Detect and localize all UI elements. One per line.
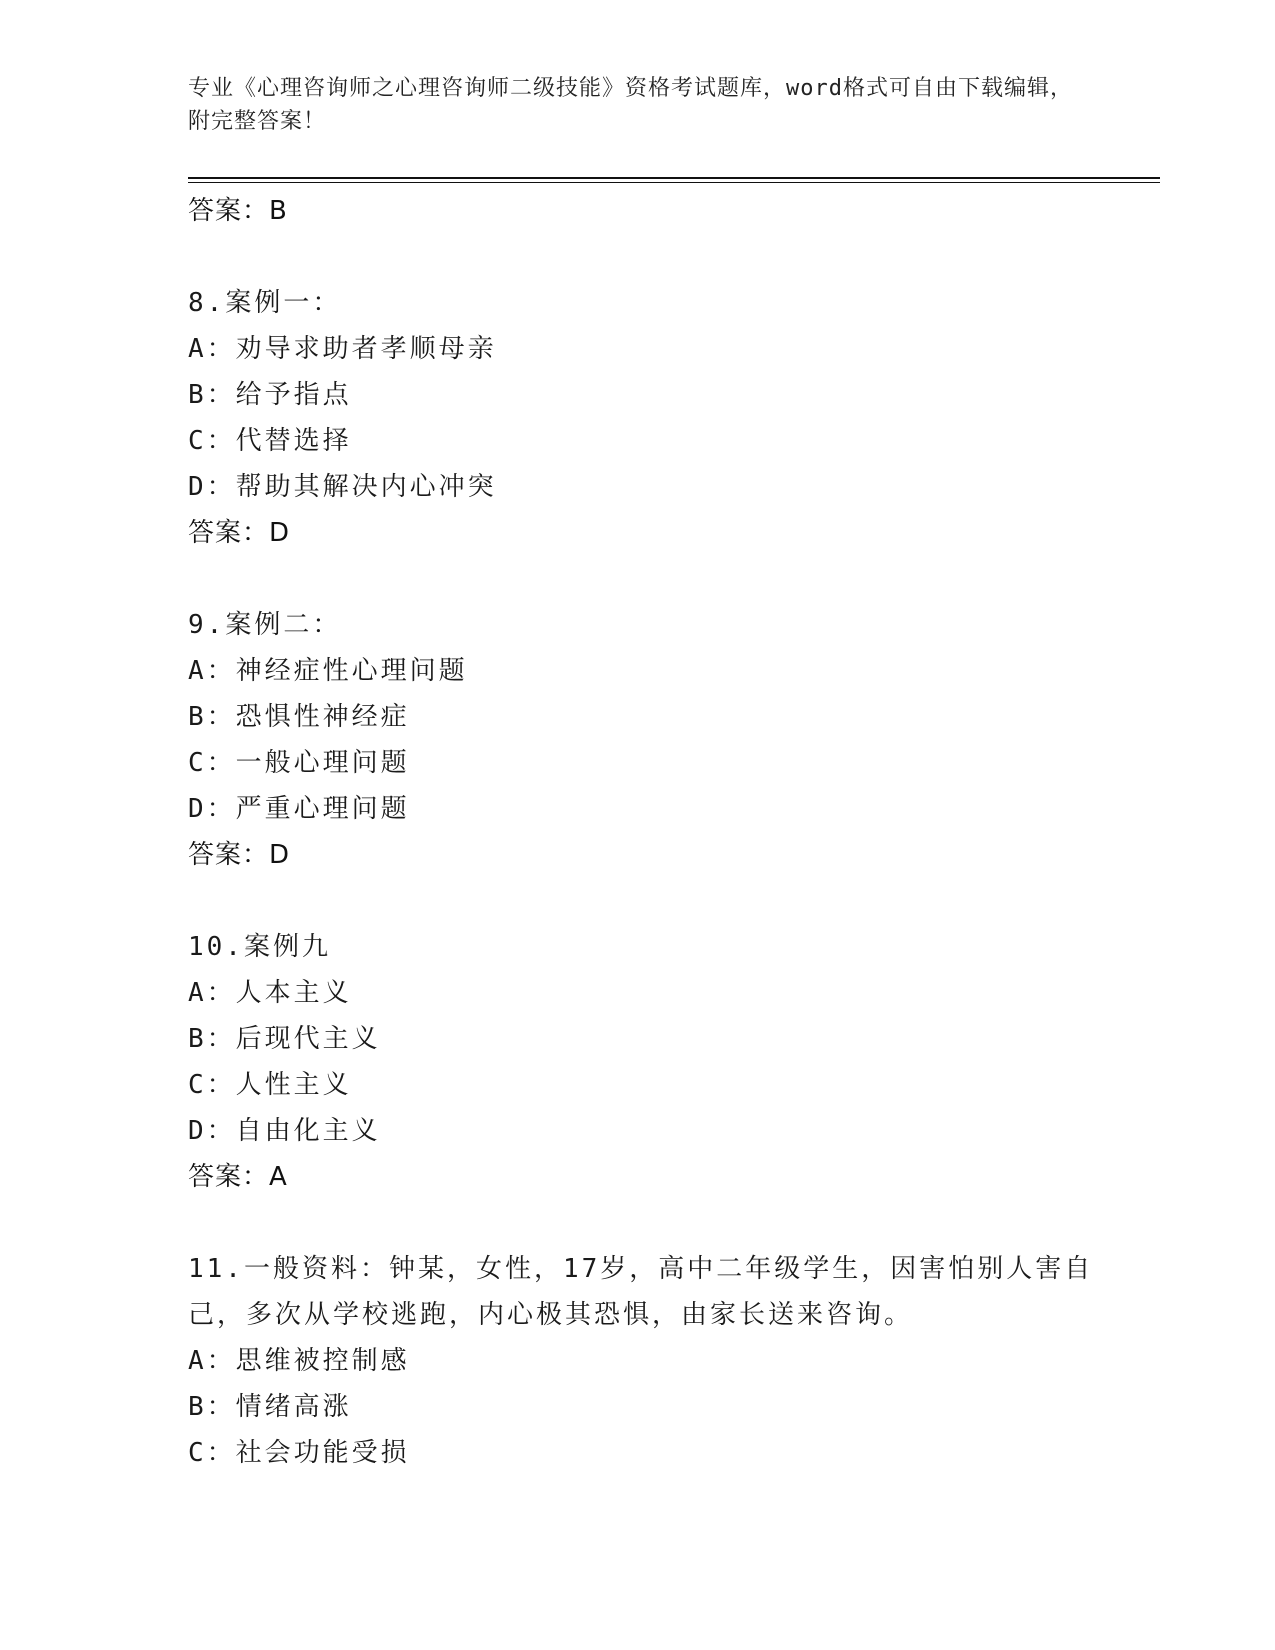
spacer — [188, 878, 1128, 924]
option-text: 恐惧性神经症 — [235, 702, 410, 732]
option-label: B： — [188, 380, 236, 410]
option-b — [188, 1016, 1128, 1062]
option-label: A： — [188, 1346, 236, 1376]
option-a — [188, 970, 1128, 1016]
option-label: C： — [188, 1438, 236, 1468]
option-text: 自由化主义 — [235, 1116, 381, 1146]
question-text: 一般资料：钟某，女性，17岁，高中二年级学生，因害怕别人害自己，多次从学校逃跑，内心极其恐惧，由家长送来咨询。 — [188, 1254, 1094, 1330]
option-text: 严重心理问题 — [235, 794, 410, 824]
header-divider-thick — [188, 177, 1160, 179]
spacer — [188, 1200, 1128, 1246]
question-number: 9. — [188, 610, 226, 640]
option-a — [188, 1338, 1128, 1384]
option-text: 人性主义 — [235, 1070, 352, 1100]
option-text: 后现代主义 — [235, 1024, 381, 1054]
option-c — [188, 1062, 1128, 1108]
option-text: 给予指点 — [235, 380, 352, 410]
option-c — [188, 418, 1128, 464]
question-number: 8. — [188, 288, 226, 318]
question-number: 10. — [188, 932, 244, 962]
option-a — [188, 648, 1128, 694]
question-stem — [188, 924, 1128, 970]
option-c — [188, 1430, 1128, 1476]
spacer — [188, 556, 1128, 602]
option-text: 思维被控制感 — [235, 1346, 410, 1376]
option-b — [188, 372, 1128, 418]
header-intro-text: 专业《心理咨询师之心理咨询师二级技能》资格考试题库，word格式可自由下载编辑，附完整答案！ — [188, 76, 1073, 134]
document-header — [188, 72, 1088, 138]
option-b — [188, 1384, 1128, 1430]
question-text: 案例一： — [225, 288, 342, 318]
option-label: A： — [188, 978, 236, 1008]
option-text: 劝导求助者孝顺母亲 — [235, 334, 497, 364]
answer-value: B — [269, 196, 288, 226]
option-c — [188, 740, 1128, 786]
spacer — [188, 234, 1128, 280]
option-text: 代替选择 — [235, 426, 352, 456]
question-number: 11. — [188, 1254, 244, 1284]
option-text: 情绪高涨 — [235, 1392, 352, 1422]
option-label: C： — [188, 748, 236, 778]
answer-line — [188, 1154, 1128, 1200]
answer-prefix: 答案： — [188, 1162, 270, 1192]
question-text: 案例二： — [225, 610, 342, 640]
option-label: A： — [188, 334, 236, 364]
option-d — [188, 1108, 1128, 1154]
answer-prefix: 答案： — [188, 196, 270, 226]
question-stem — [188, 602, 1128, 648]
option-label: C： — [188, 426, 236, 456]
question-stem — [188, 1246, 1128, 1338]
option-text: 帮助其解决内心冲突 — [235, 472, 497, 502]
question-list — [188, 188, 1128, 1476]
answer-line — [188, 832, 1128, 878]
option-label: D： — [188, 1116, 236, 1146]
option-text: 人本主义 — [235, 978, 352, 1008]
option-label: D： — [188, 472, 236, 502]
header-divider-thin — [188, 182, 1160, 183]
option-d — [188, 464, 1128, 510]
option-text: 社会功能受损 — [235, 1438, 410, 1468]
option-text: 一般心理问题 — [235, 748, 410, 778]
answer-prefix: 答案： — [188, 518, 270, 548]
option-a — [188, 326, 1128, 372]
option-label: A： — [188, 656, 236, 686]
answer-line — [188, 510, 1128, 556]
option-label: B： — [188, 1392, 236, 1422]
option-b — [188, 694, 1128, 740]
answer-value: D — [269, 840, 291, 870]
answer-value: A — [269, 1162, 288, 1192]
option-text: 神经症性心理问题 — [235, 656, 468, 686]
question-stem — [188, 280, 1128, 326]
answer-value: D — [269, 518, 291, 548]
option-label: D： — [188, 794, 236, 824]
answer-prefix: 答案： — [188, 840, 270, 870]
option-label: B： — [188, 1024, 236, 1054]
option-label: C： — [188, 1070, 236, 1100]
option-d — [188, 786, 1128, 832]
answer-line — [188, 188, 1128, 234]
question-text: 案例九 — [243, 932, 331, 962]
option-label: B： — [188, 702, 236, 732]
